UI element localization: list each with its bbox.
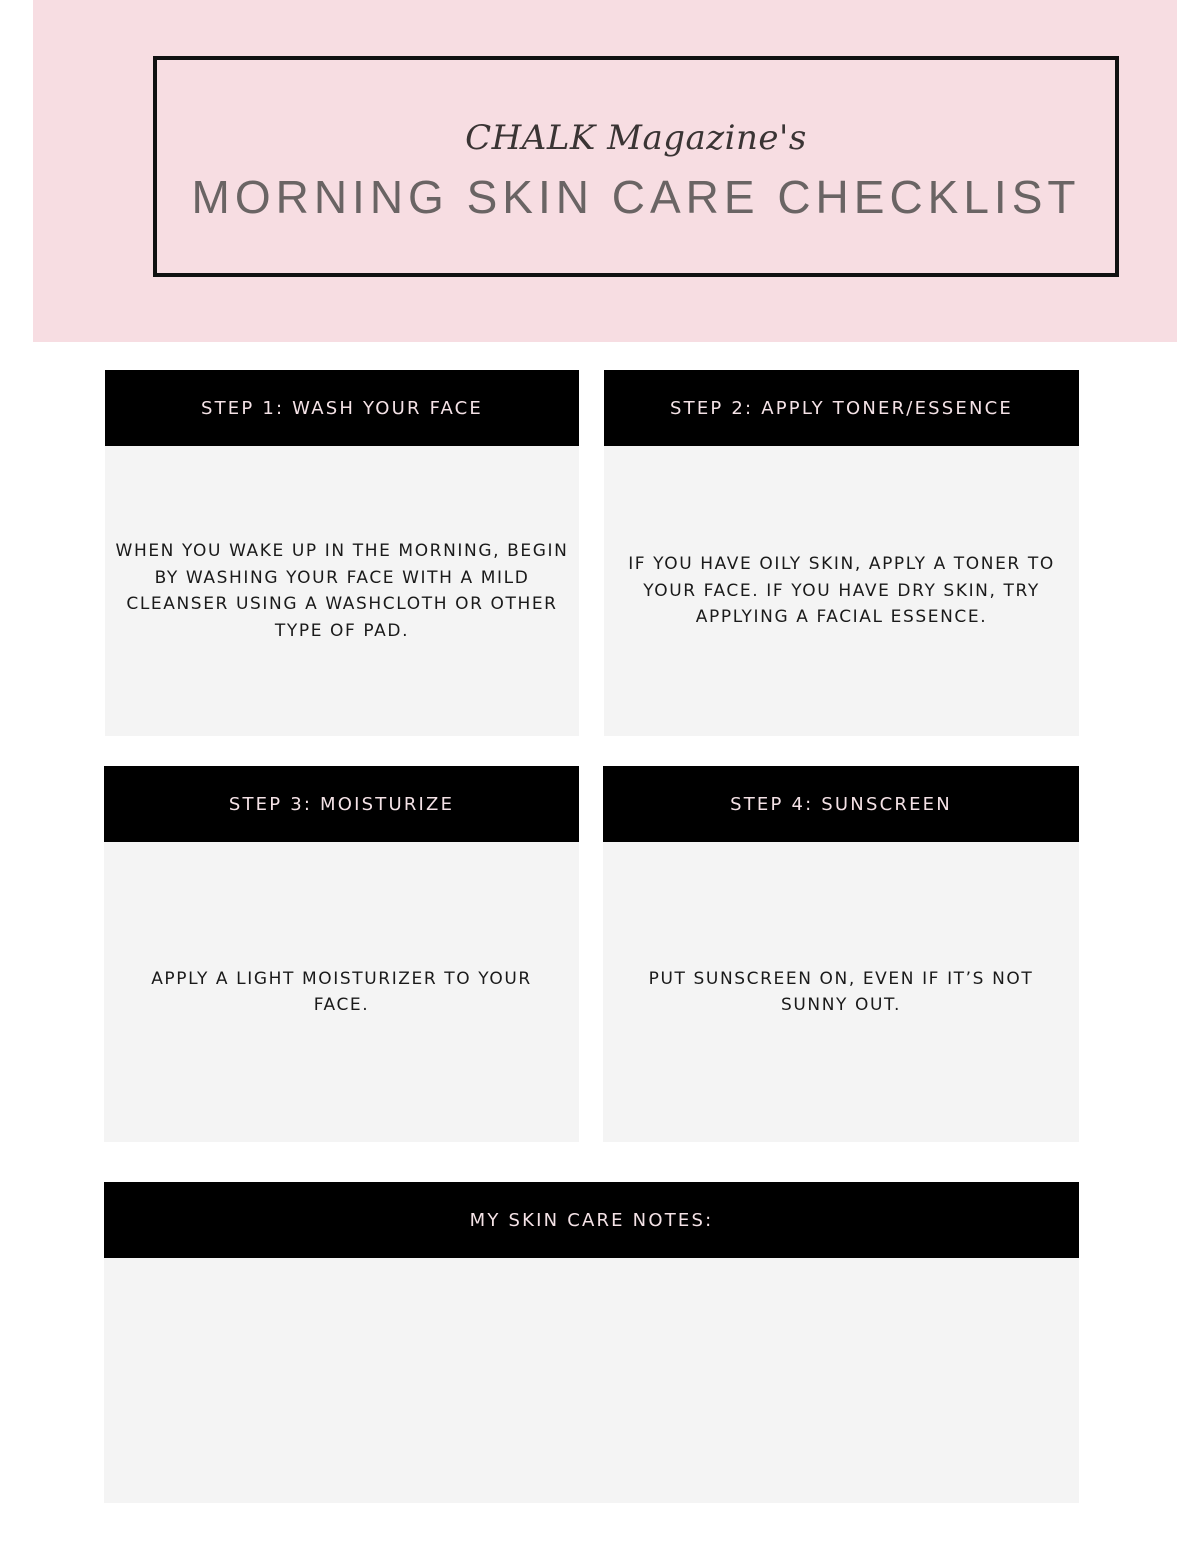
step-heading: STEP 1: WASH YOUR FACE [105, 370, 579, 446]
header-band [33, 0, 1177, 342]
step-description: PUT SUNSCREEN ON, EVEN IF IT’S NOT SUNNY OUT. [603, 842, 1079, 1142]
step-description: WHEN YOU WAKE UP IN THE MORNING, BEGIN BY WASHING YOUR FACE WITH A MILD CLEANSER USING A WASHCLOTH OR OTHER TYPE OF PAD. [105, 446, 579, 736]
magazine-name: CHALK Magazine's [465, 118, 807, 158]
notes-heading: MY SKIN CARE NOTES: [104, 1182, 1079, 1258]
step-description: IF YOU HAVE OILY SKIN, APPLY A TONER TO YOUR FACE. IF YOU HAVE DRY SKIN, TRY APPLYING A FACIAL ESSENCE. [604, 446, 1079, 736]
title-frame [153, 56, 1119, 277]
page-title: MORNING SKIN CARE CHECKLIST [191, 171, 1081, 223]
step-heading: STEP 3: MOISTURIZE [104, 766, 579, 842]
notes-area[interactable] [104, 1258, 1079, 1503]
step-heading: STEP 2: APPLY TONER/ESSENCE [604, 370, 1079, 446]
step-heading: STEP 4: SUNSCREEN [603, 766, 1079, 842]
step-description: APPLY A LIGHT MOISTURIZER TO YOUR FACE. [104, 842, 579, 1142]
